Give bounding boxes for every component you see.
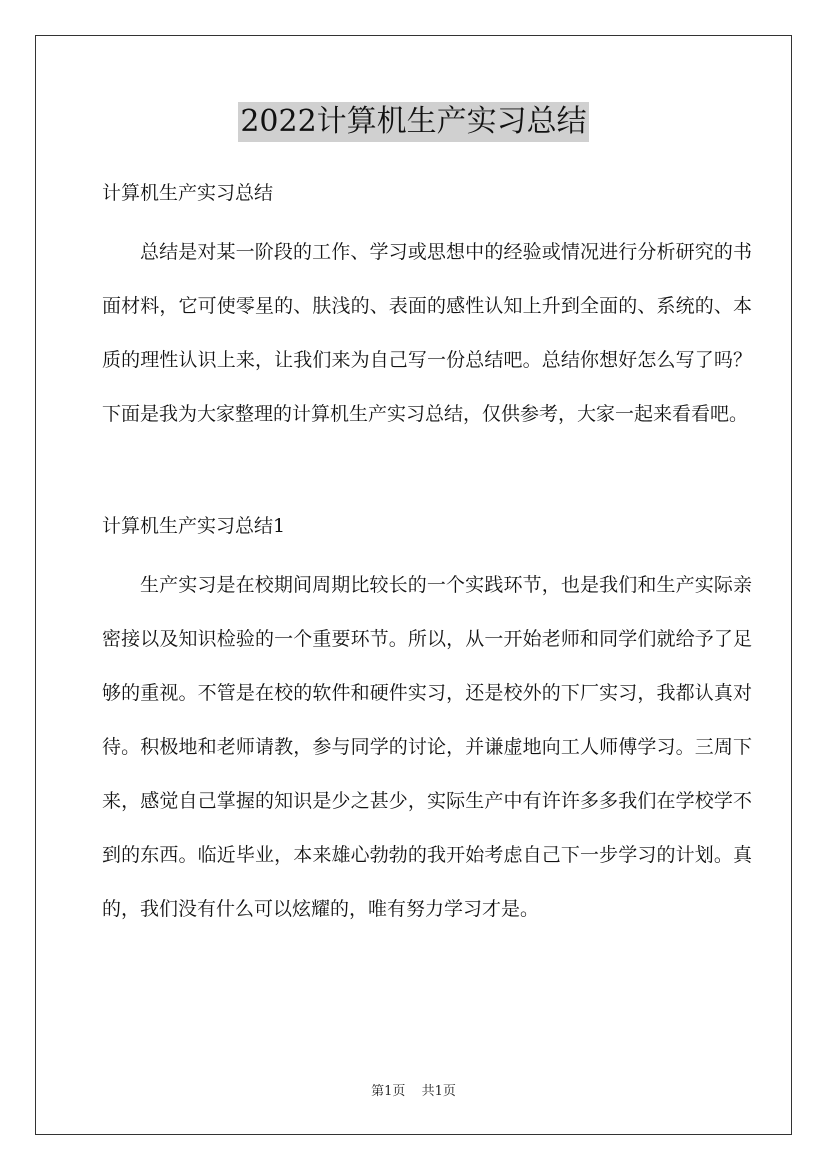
intro-paragraph: 总结是对某一阶段的工作、学习或思想中的经验或情况进行分析研究的书面材料，它可使零星的、肤浅的、表面的感性认知上升到全面的、系统的、本质的理性认识上来，让我们来为自己写一份总结吧。总结你想好怎么写了吗？下面是我为大家整理的计算机生产实习总结，仅供参考，大家一起来看看吧。 bbox=[102, 241, 752, 425]
page-footer bbox=[0, 1083, 827, 1101]
section-1-paragraph: 生产实习是在校期间周期比较长的一个实践环节，也是我们和生产实际亲密接以及知识检验的一个重要环节。所以，从一开始老师和同学们就给予了足够的重视。不管是在校的软件和硬件实习，还是校外的下厂实习，我都认真对待。积极地和老师请教，参与同学的讨论，并谦虚地向工人师傅学习。三周下来，感觉自己掌握的知识是少之甚少，实际生产中有许许多多我们在学校学不到的东西。临近毕业，本来雄心勃勃的我开始考虑自己下一步学习的计划。真的，我们没有什么可以炫耀的，唯有努力学习才是。 bbox=[102, 574, 752, 920]
document-body bbox=[102, 174, 752, 936]
document-title: 2022计算机生产实习总结 bbox=[238, 102, 588, 142]
page-total: 共1页 bbox=[421, 1084, 456, 1099]
section-heading-intro: 计算机生产实习总结 bbox=[102, 182, 274, 204]
title-area bbox=[0, 102, 827, 142]
section-spacer bbox=[102, 441, 752, 495]
section-heading-1: 计算机生产实习总结1 bbox=[102, 515, 286, 537]
page-number: 第1页 bbox=[371, 1084, 406, 1099]
